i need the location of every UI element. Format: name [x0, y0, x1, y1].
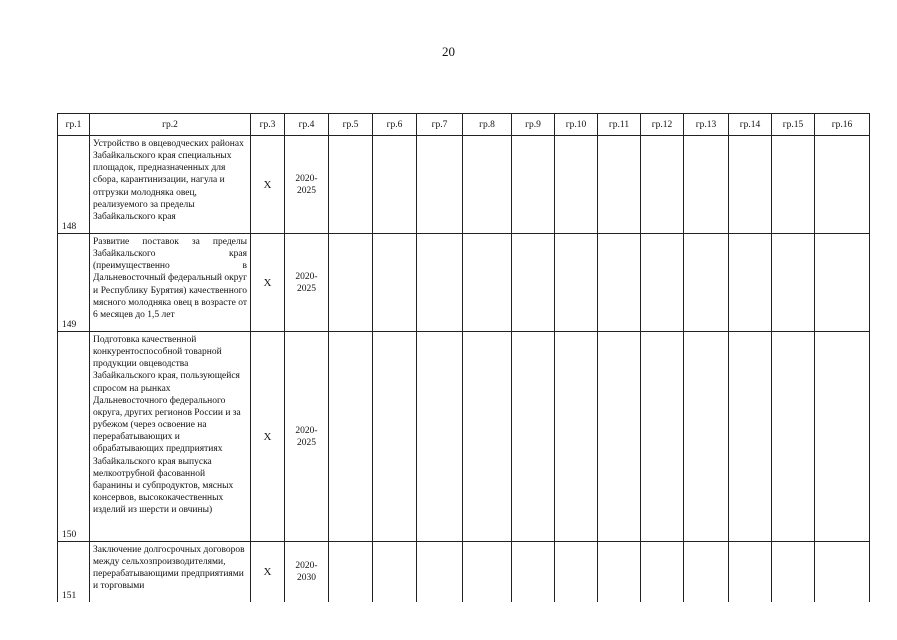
header-cell: гр.2: [90, 114, 251, 136]
header-cell: гр.14: [729, 114, 772, 136]
header-cell: гр.4: [285, 114, 329, 136]
mark-cell: Х: [251, 234, 285, 332]
period-text: 2020- 2025: [295, 271, 318, 294]
empty-cell: [463, 136, 512, 234]
measure-description: Развитие поставок за пределы Забайкальского края (преимущественно в Дальневосточный федеральный округ и Республику Бурятия) качественного мясного молодняка овец в возрасте от 6 месяцев до 1,5 лет: [90, 234, 251, 332]
period-cell: [285, 542, 329, 602]
empty-cell: [772, 234, 815, 332]
empty-cell: [684, 542, 729, 602]
period-cell: [285, 332, 329, 542]
table-row: [58, 332, 870, 542]
empty-cell: [555, 136, 598, 234]
period-text: 2020- 2025: [295, 425, 318, 448]
table-row: [58, 542, 870, 602]
period-text: 2020- 2030: [295, 560, 318, 583]
row-number: 150: [58, 332, 90, 542]
empty-cell: [729, 542, 772, 602]
empty-cell: [598, 136, 641, 234]
header-cell: гр.11: [598, 114, 641, 136]
table-row: [58, 136, 870, 234]
row-number: 148: [58, 136, 90, 234]
empty-cell: [815, 234, 870, 332]
empty-cell: [373, 542, 417, 602]
empty-cell: [463, 542, 512, 602]
empty-cell: [555, 542, 598, 602]
empty-cell: [329, 542, 373, 602]
header-cell: гр.10: [555, 114, 598, 136]
empty-cell: [555, 234, 598, 332]
empty-cell: [512, 234, 555, 332]
header-cell: гр.9: [512, 114, 555, 136]
empty-cell: [512, 332, 555, 542]
header-cell: гр.15: [772, 114, 815, 136]
empty-cell: [815, 136, 870, 234]
empty-cell: [598, 542, 641, 602]
empty-cell: [815, 332, 870, 542]
empty-cell: [684, 332, 729, 542]
empty-cell: [417, 542, 463, 602]
mark-cell: Х: [251, 542, 285, 602]
header-cell: гр.5: [329, 114, 373, 136]
mark-cell: Х: [251, 332, 285, 542]
measure-description: Заключение долгосрочных договоров между сельхозпроизводителями, перерабатывающими предприятиями и торговыми: [90, 542, 251, 602]
table-header-row: [58, 114, 870, 136]
empty-cell: [684, 136, 729, 234]
empty-cell: [373, 332, 417, 542]
empty-cell: [417, 234, 463, 332]
header-cell: гр.16: [815, 114, 870, 136]
header-cell: гр.3: [251, 114, 285, 136]
mark-cell: Х: [251, 136, 285, 234]
empty-cell: [373, 136, 417, 234]
empty-cell: [329, 332, 373, 542]
page-number: 20: [442, 44, 455, 59]
period-text: 2020- 2025: [295, 173, 318, 196]
empty-cell: [463, 234, 512, 332]
empty-cell: [729, 136, 772, 234]
empty-cell: [555, 332, 598, 542]
empty-cell: [772, 332, 815, 542]
row-number: 149: [58, 234, 90, 332]
header-cell: гр.6: [373, 114, 417, 136]
row-number: 151: [58, 542, 90, 602]
empty-cell: [815, 542, 870, 602]
empty-cell: [641, 136, 684, 234]
header-cell: гр.8: [463, 114, 512, 136]
measures-table: [57, 113, 870, 602]
period-cell: [285, 234, 329, 332]
period-cell: [285, 136, 329, 234]
measure-description: Подготовка качественной конкурентоспособной товарной продукции овцеводства Забайкальского края, пользующейся спросом на рынках Дальневосточного федерального округа, других регионов России и за рубежом (через освоение на перерабатывающих и обрабатывающих предприятиях Забайкальского края выпуска мелкоотрубной фасованной баранины и субпродуктов, мясных консервов, высококачественных изделий из шерсти и овчины): [90, 332, 251, 542]
empty-cell: [417, 136, 463, 234]
empty-cell: [512, 542, 555, 602]
empty-cell: [641, 542, 684, 602]
empty-cell: [772, 542, 815, 602]
empty-cell: [417, 332, 463, 542]
empty-cell: [463, 332, 512, 542]
empty-cell: [373, 234, 417, 332]
header-cell: гр.12: [641, 114, 684, 136]
empty-cell: [598, 234, 641, 332]
header-cell: гр.1: [58, 114, 90, 136]
measure-description: Устройство в овцеводческих районах Забайкальского края специальных площадок, предназначенных для сбора, карантинизации, нагула и отгрузки молодняка овец, реализуемого за пределы Забайкальского края: [90, 136, 251, 234]
empty-cell: [512, 136, 555, 234]
table-row: [58, 234, 870, 332]
header-cell: гр.7: [417, 114, 463, 136]
empty-cell: [641, 234, 684, 332]
empty-cell: [329, 136, 373, 234]
empty-cell: [729, 332, 772, 542]
empty-cell: [598, 332, 641, 542]
header-cell: гр.13: [684, 114, 729, 136]
empty-cell: [329, 234, 373, 332]
empty-cell: [772, 136, 815, 234]
empty-cell: [641, 332, 684, 542]
empty-cell: [684, 234, 729, 332]
empty-cell: [729, 234, 772, 332]
